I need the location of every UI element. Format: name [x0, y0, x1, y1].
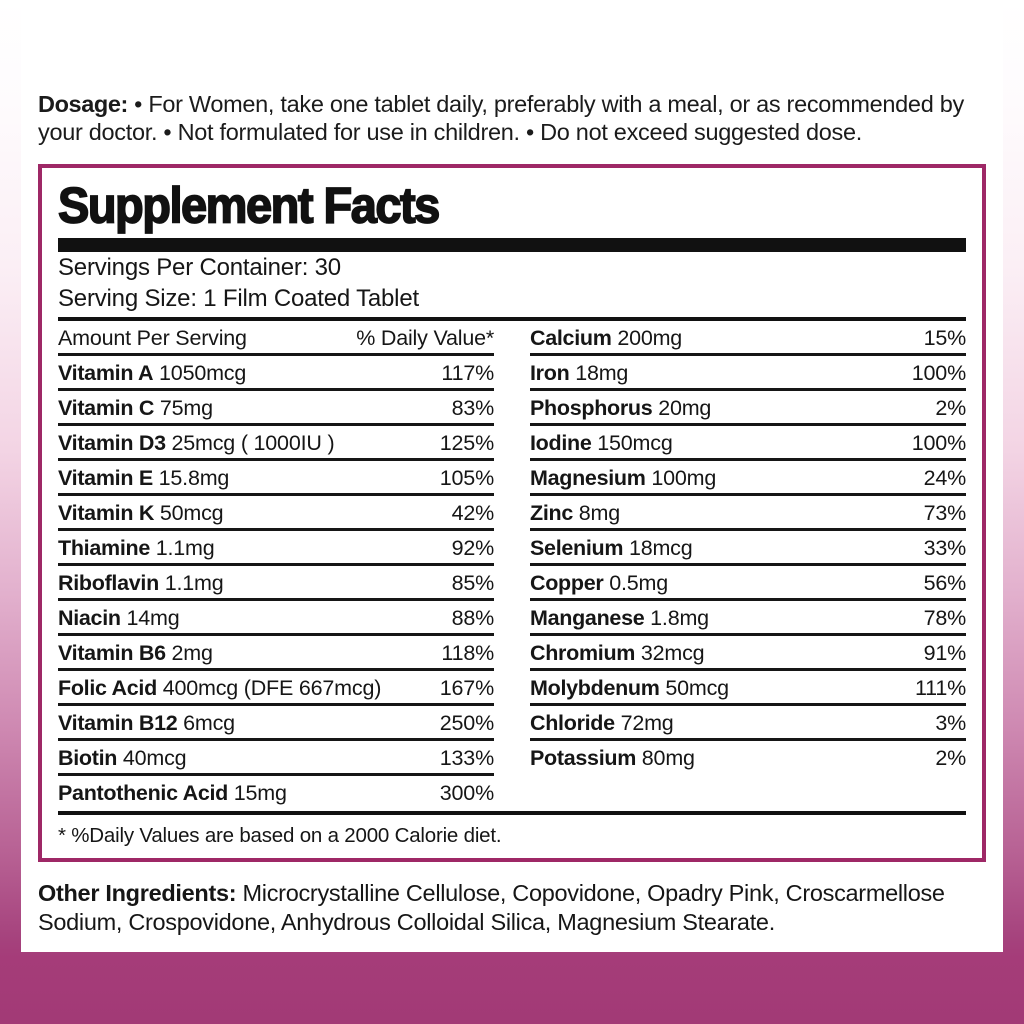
- nutrient-row: [530, 671, 966, 706]
- nutrient-daily-value: 2%: [935, 396, 966, 420]
- nutrient-name-amount: Vitamin K 50mcg: [58, 501, 224, 525]
- column-header-row: [58, 321, 494, 356]
- nutrient-name-amount: Vitamin E 15.8mg: [58, 466, 230, 490]
- nutrient-row: [530, 706, 966, 741]
- nutrient-name-amount: Molybdenum 50mcg: [530, 676, 729, 700]
- nutrient-row: [530, 601, 966, 636]
- nutrient-daily-value: 42%: [451, 501, 494, 525]
- nutrient-row: [530, 636, 966, 671]
- nutrient-row: [58, 706, 494, 741]
- nutrient-row: [58, 531, 494, 566]
- nutrient-name-amount: Riboflavin 1.1mg: [58, 571, 224, 595]
- nutrient-row: [58, 741, 494, 776]
- other-ingredients-label: Other Ingredients:: [38, 880, 237, 906]
- nutrient-name-amount: Magnesium 100mg: [530, 466, 717, 490]
- nutrient-row: [58, 776, 494, 808]
- daily-value-footnote: * %Daily Values are based on a 2000 Calorie diet.: [58, 824, 502, 847]
- nutrient-daily-value: 100%: [911, 431, 966, 455]
- nutrient-daily-value: 83%: [451, 396, 494, 420]
- nutrient-daily-value: 125%: [439, 431, 494, 455]
- label-panel: [21, 0, 1003, 952]
- dosage-body: • For Women, take one tablet daily, preferably with a meal, or as recommended by your doctor. • Not formulated for use in children. • Do not exceed suggested dose.: [38, 91, 964, 145]
- nutrient-row: [530, 321, 966, 356]
- nutrient-row: [530, 531, 966, 566]
- amount-per-serving-header: Amount Per Serving: [58, 326, 247, 350]
- nutrient-daily-value: 133%: [439, 746, 494, 770]
- nutrient-row: [58, 391, 494, 426]
- nutrient-row: [530, 426, 966, 461]
- dosage-text: [38, 90, 986, 146]
- nutrient-daily-value: 117%: [441, 361, 494, 385]
- nutrient-columns: [58, 321, 966, 808]
- nutrient-daily-value: 100%: [911, 361, 966, 385]
- nutrient-daily-value: 250%: [439, 711, 494, 735]
- nutrient-row: [530, 566, 966, 601]
- divider-line-bottom: [58, 811, 966, 815]
- nutrient-row: [530, 741, 966, 773]
- thick-divider-bar: [58, 238, 966, 252]
- serving-size: Serving Size: 1 Film Coated Tablet: [58, 285, 419, 312]
- nutrient-row: [58, 636, 494, 671]
- nutrient-daily-value: 85%: [451, 571, 494, 595]
- nutrient-row: [530, 356, 966, 391]
- nutrient-column-left: [58, 321, 494, 808]
- nutrient-name-amount: Calcium 200mg: [530, 326, 683, 350]
- nutrient-row: [58, 356, 494, 391]
- supplement-facts-title: Supplement Facts: [58, 176, 439, 233]
- supplement-facts-box: [38, 164, 986, 862]
- nutrient-daily-value: 2%: [935, 746, 966, 770]
- nutrient-name-amount: Selenium 18mcg: [530, 536, 693, 560]
- nutrient-column-right: [530, 321, 966, 808]
- nutrient-name-amount: Vitamin C 75mg: [58, 396, 213, 420]
- nutrient-daily-value: 33%: [923, 536, 966, 560]
- nutrient-name-amount: Iodine 150mcg: [530, 431, 673, 455]
- nutrient-row: [58, 426, 494, 461]
- nutrient-name-amount: Copper 0.5mg: [530, 571, 668, 595]
- nutrient-name-amount: Biotin 40mcg: [58, 746, 187, 770]
- other-ingredients-text: [38, 879, 986, 937]
- nutrient-row: [58, 461, 494, 496]
- nutrient-name-amount: Vitamin B12 6mcg: [58, 711, 235, 735]
- nutrient-name-amount: Vitamin B6 2mg: [58, 641, 213, 665]
- nutrient-row: [58, 566, 494, 601]
- nutrient-daily-value: 3%: [935, 711, 966, 735]
- nutrient-daily-value: 105%: [439, 466, 494, 490]
- nutrient-name-amount: Zinc 8mg: [530, 501, 620, 525]
- nutrient-name-amount: Vitamin D3 25mcg ( 1000IU ): [58, 431, 335, 455]
- servings-per-container: Servings Per Container: 30: [58, 254, 341, 281]
- nutrient-name-amount: Thiamine 1.1mg: [58, 536, 215, 560]
- nutrient-name-amount: Chloride 72mg: [530, 711, 674, 735]
- nutrient-name-amount: Manganese 1.8mg: [530, 606, 709, 630]
- nutrient-daily-value: 24%: [923, 466, 966, 490]
- nutrient-name-amount: Iron 18mg: [530, 361, 629, 385]
- nutrient-name-amount: Chromium 32mcg: [530, 641, 705, 665]
- nutrient-row: [530, 391, 966, 426]
- nutrient-row: [530, 496, 966, 531]
- nutrient-name-amount: Folic Acid 400mcg (DFE 667mcg): [58, 676, 382, 700]
- other-ingredients-body: Microcrystalline Cellulose, Copovidone, Opadry Pink, Croscarmellose Sodium, Crospovidone, Anhydrous Colloidal Silica, Magnesium Stearate.: [38, 880, 945, 935]
- nutrient-daily-value: 78%: [923, 606, 966, 630]
- nutrient-daily-value: 15%: [923, 326, 966, 350]
- nutrient-name-amount: Vitamin A 1050mcg: [58, 361, 247, 385]
- dosage-label: Dosage:: [38, 91, 128, 117]
- nutrient-daily-value: 91%: [923, 641, 966, 665]
- nutrient-name-amount: Potassium 80mg: [530, 746, 695, 770]
- nutrient-name-amount: Phosphorus 20mg: [530, 396, 712, 420]
- nutrient-row: [530, 461, 966, 496]
- nutrient-daily-value: 118%: [441, 641, 494, 665]
- daily-value-header: % Daily Value*: [356, 326, 494, 350]
- nutrient-daily-value: 111%: [915, 676, 966, 700]
- nutrient-daily-value: 88%: [451, 606, 494, 630]
- nutrient-row: [58, 671, 494, 706]
- nutrient-row: [58, 601, 494, 636]
- nutrient-name-amount: Pantothenic Acid 15mg: [58, 781, 287, 805]
- nutrient-daily-value: 167%: [439, 676, 494, 700]
- nutrient-row: [58, 496, 494, 531]
- nutrient-daily-value: 73%: [923, 501, 966, 525]
- nutrient-name-amount: Niacin 14mg: [58, 606, 180, 630]
- nutrient-daily-value: 92%: [451, 536, 494, 560]
- nutrient-daily-value: 56%: [923, 571, 966, 595]
- nutrient-daily-value: 300%: [439, 781, 494, 805]
